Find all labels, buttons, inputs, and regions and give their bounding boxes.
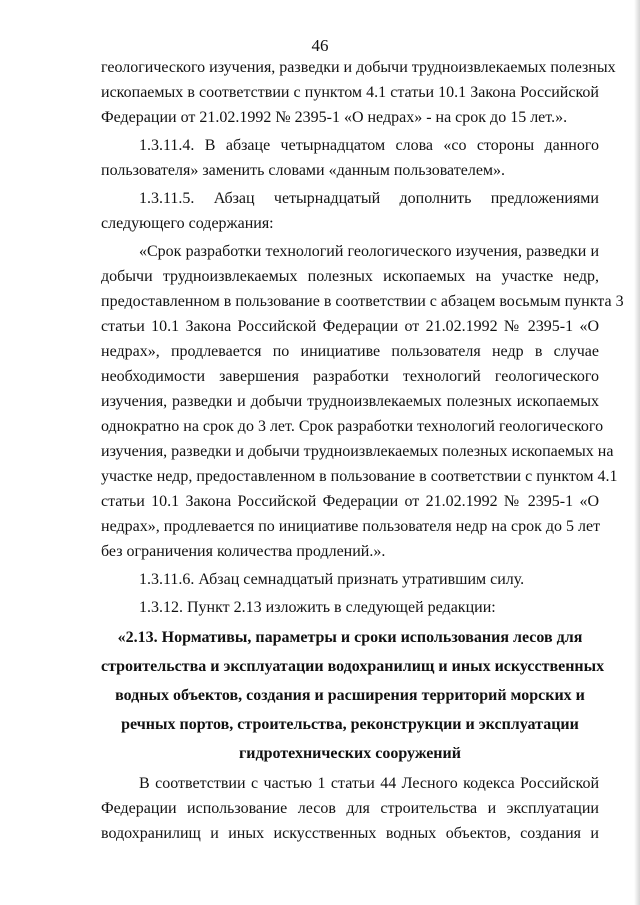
paragraph-line: однократно на срок до 3 лет. Срок разработки технологий геологического bbox=[101, 418, 604, 435]
paragraph-line: изучения, разведки и добычи трудноизвлекаемых полезных ископаемых bbox=[101, 393, 599, 410]
paragraph-line: Федерации от 21.02.1992 № 2395-1 «О недрах» - на срок до 15 лет.». bbox=[101, 109, 568, 126]
paragraph-line: необходимости завершения разработки технологий геологического bbox=[101, 368, 599, 385]
page-number: 46 bbox=[311, 36, 329, 55]
paragraph-line: статьи 10.1 Закона Российской Федерации от 21.02.1992 № 2395-1 «О bbox=[101, 493, 599, 510]
paragraph-line: 1.3.12. Пункт 2.13 изложить в следующей редакции: bbox=[139, 599, 496, 616]
paragraph-line: участке недр, предоставленном в пользование в соответствии с пунктом 4.1 bbox=[101, 468, 618, 485]
paragraph-line: статьи 10.1 Закона Российской Федерации от 21.02.1992 № 2395-1 «О bbox=[101, 318, 599, 335]
paragraph-line: Федерации использование лесов для строительства и эксплуатации bbox=[101, 800, 599, 817]
heading-line: водных объектов, создания и расширения территорий морских и bbox=[115, 687, 585, 704]
paragraph-line: 1.3.11.4. В абзаце четырнадцатом слова «со стороны данного bbox=[139, 137, 599, 154]
heading-line: речных портов, строительства, реконструкции и эксплуатации bbox=[121, 716, 579, 733]
paragraph-line: без ограничения количества продлений.». bbox=[101, 543, 386, 560]
paragraph-line: пользователя» заменить словами «данным пользователем». bbox=[101, 162, 506, 179]
paragraph-line: предоставленном в пользование в соответствии с абзацем восьмым пункта 3 bbox=[101, 293, 624, 310]
paragraph-line: недрах», продлевается по инициативе пользователя недр в случае bbox=[101, 343, 599, 360]
document-body bbox=[101, 55, 624, 846]
heading-line: гидротехнических сооружений bbox=[239, 745, 461, 762]
paragraph-line: недрах», продлевается по инициативе пользователя недр на срок до 5 лет bbox=[101, 518, 601, 535]
heading-line: «2.13. Нормативы, параметры и сроки использования лесов для bbox=[117, 629, 583, 646]
paragraph-line: ископаемых в соответствии с пунктом 4.1 статьи 10.1 Закона Российской bbox=[101, 84, 599, 101]
paragraph-line: водохранилищ и иных искусственных водных объектов, создания и bbox=[101, 825, 599, 842]
paragraph-line: изучения, разведки и добычи трудноизвлекаемых полезных ископаемых на bbox=[101, 443, 614, 460]
paragraph-line: добычи трудноизвлекаемых полезных ископаемых на участке недр, bbox=[101, 268, 599, 285]
scan-edge-shadow bbox=[634, 0, 640, 905]
section-heading bbox=[101, 623, 605, 768]
paragraph-line: следующего содержания: bbox=[101, 215, 274, 232]
heading-line: строительства и эксплуатации водохранилищ и иных искусственных bbox=[101, 658, 605, 675]
paragraph-line: «Срок разработки технологий геологического изучения, разведки и bbox=[139, 243, 599, 260]
paragraph-line: 1.3.11.5. Абзац четырнадцатый дополнить предложениями bbox=[139, 190, 599, 207]
paragraph-line: геологического изучения, разведки и добычи трудноизвлекаемых полезных bbox=[101, 59, 616, 76]
paragraph-line: 1.3.11.6. Абзац семнадцатый признать утратившим силу. bbox=[139, 571, 525, 588]
paragraph-line: В соответствии с частью 1 статьи 44 Лесного кодекса Российской bbox=[139, 775, 599, 792]
